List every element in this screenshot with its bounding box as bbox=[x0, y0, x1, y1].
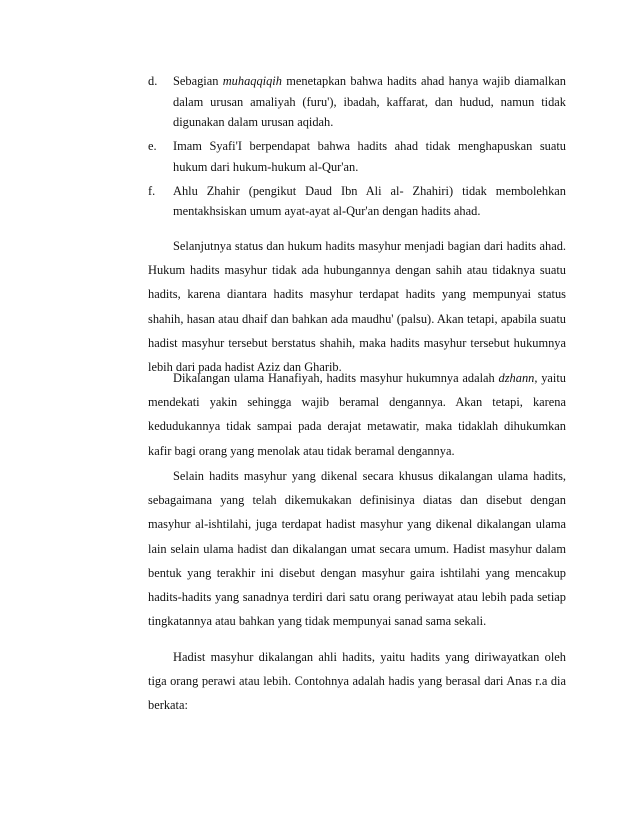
list-item-text: Imam Syafi'I berpendapat bahwa hadits ahad tidak menghapuskan suatu hukum dari hukum-hukum al-Qur'an. bbox=[173, 139, 566, 174]
list-marker: d. bbox=[148, 74, 158, 88]
italic-term: dzhann, bbox=[498, 371, 538, 385]
list-marker: e. bbox=[148, 139, 157, 153]
numbered-list bbox=[148, 71, 566, 225]
paragraph-text: yaitu mendekati yakin sehingga wajib beramal dengannya. Akan tetapi, karena kedudukannya tidak sampai pada derajat metawatir, maka tidaklah dihukumkan kafir bagi orang yang menolak atau tidak beramal dengannya. bbox=[148, 371, 567, 458]
list-item-text: menetapkan bahwa hadits ahad hanya wajib diamalkan dalam urusan amaliyah (furu'), ibadah, kaffarat, dan hudud, namun tidak digunakan dalam urusan aqidah. bbox=[173, 74, 566, 129]
list-item bbox=[148, 71, 566, 133]
list-item-text: Sebagian bbox=[173, 74, 223, 88]
paragraph-text: Dikalangan ulama Hanafiyah, hadits masyhur hukumnya adalah bbox=[173, 371, 499, 385]
list-item bbox=[148, 181, 566, 222]
list-item-text: Ahlu Zhahir (pengikut Daud Ibn Ali al- Zhahiri) tidak membolehkan mentakhsiskan umum ayat-ayat al-Qur'an dengan hadits ahad. bbox=[173, 183, 566, 218]
paragraph-3: Selain hadits masyhur yang dikenal secara khusus dikalangan ulama hadits, sebagaimana yang telah dikemukakan definisinya diatas dan disebut dengan masyhur al-ishtilahi, juga terdapat hadist masyhur yang dikenal dikalangan ulama lain selain ulama hadist dan dikalangan umat secara umum. Hadist masyhur dalam bentuk yang terakhir ini disebut dengan masyhur gaira ishtilahi yang mencakup hadits-hadits yang sanadnya terdiri dari satu orang periwayat atau lebih pada setiap tingkatannya atau bahkan yang tidak mempunyai sanad sama sekali. bbox=[148, 469, 566, 629]
paragraph-4: Hadist masyhur dikalangan ahli hadits, yaitu hadits yang diriwayatkan oleh tiga orang perawi atau lebih. Contohnya adalah hadis yang berasal dari Anas r.a dia berkata: bbox=[148, 650, 566, 713]
paragraph-2 bbox=[148, 366, 566, 463]
paragraph-1: Selanjutnya status dan hukum hadits masyhur menjadi bagian dari hadits ahad. Hukum hadits masyhur tidak ada hubungannya dengan sahih atau tidaknya suatu hadits, karena diantara hadits masyhur terdapat hadits yang mempunyai status shahih, hasan atau dhaif dan bahkan ada maudhu' (palsu). Akan tetapi, apabila suatu hadist masyhur tersebut berstatus shahih, maka hadits masyhur tersebut hukumnya lebih dari pada hadist Aziz dan Gharib. bbox=[148, 239, 566, 375]
list-marker: f. bbox=[148, 183, 156, 198]
italic-term: muhaqqiqih bbox=[222, 74, 282, 88]
list-item bbox=[148, 136, 566, 177]
